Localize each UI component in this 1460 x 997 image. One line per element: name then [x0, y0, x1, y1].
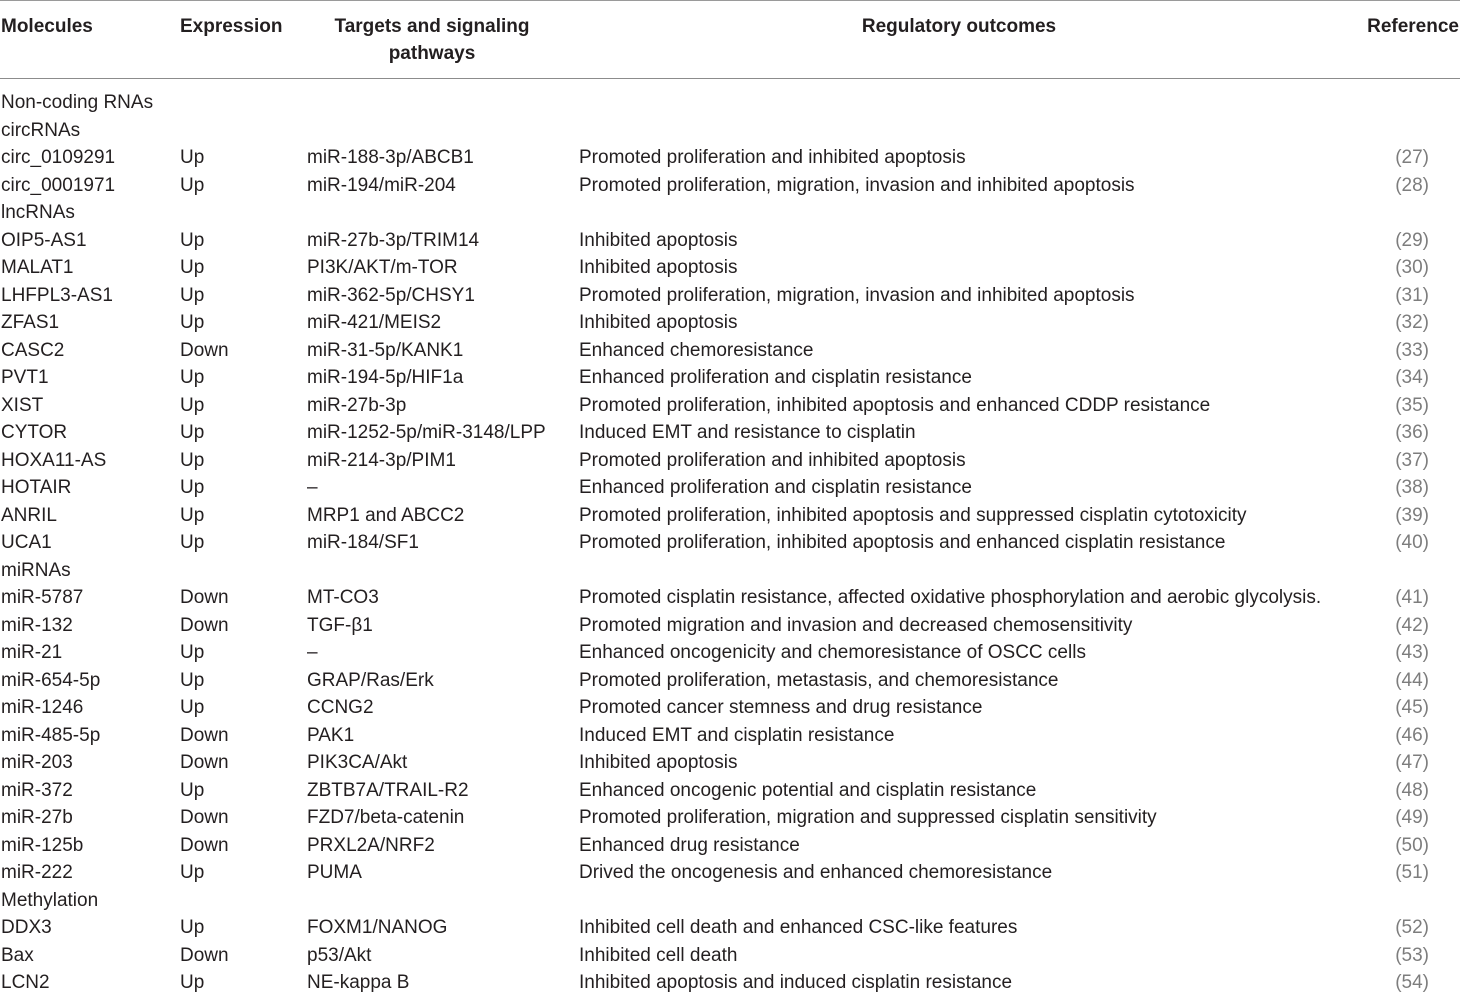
cell-expression: Up — [180, 229, 205, 251]
cell-outcome: Promoted proliferation, migration and suppressed cisplatin sensitivity — [579, 807, 1157, 828]
cell-molecule: miR-222 — [1, 862, 73, 883]
table-row — [0, 144, 1460, 172]
table-body — [0, 89, 1460, 997]
cell-molecule: LHFPL3-AS1 — [1, 284, 113, 306]
cell-expression: Up — [180, 917, 205, 938]
header-targets — [300, 13, 564, 67]
cell-reference: (43) — [1395, 642, 1429, 663]
cell-reference: (28) — [1395, 174, 1429, 196]
cell-reference: (44) — [1395, 669, 1429, 691]
header-reference: Reference — [1367, 16, 1459, 37]
table-row — [0, 832, 1460, 860]
cell-target: PAK1 — [307, 724, 355, 746]
cell-outcome: Enhanced oncogenic potential and cisplatin resistance — [579, 779, 1037, 801]
table-row — [0, 777, 1460, 805]
cell-reference: (52) — [1395, 917, 1429, 938]
cell-reference: (42) — [1395, 614, 1429, 636]
cell-molecule: miR-5787 — [1, 587, 84, 608]
cell-outcome: Enhanced oncogenicity and chemoresistance of OSCC cells — [579, 642, 1086, 663]
cell-outcome: Induced EMT and cisplatin resistance — [579, 724, 895, 746]
cell-target: MT-CO3 — [307, 587, 379, 608]
table-row — [0, 667, 1460, 695]
header-molecules: Molecules — [1, 16, 93, 37]
cell-outcome: Promoted proliferation, inhibited apoptosis and enhanced CDDP resistance — [579, 394, 1211, 416]
cell-molecule: miR-654-5p — [1, 669, 101, 691]
cell-molecule: LCN2 — [1, 972, 50, 993]
cell-outcome: Inhibited apoptosis — [579, 257, 738, 278]
cell-reference: (27) — [1395, 147, 1429, 168]
cell-target: FOXM1/NANOG — [307, 917, 448, 938]
cell-reference: (32) — [1395, 312, 1429, 333]
cell-molecule: miR-132 — [1, 614, 73, 636]
cell-expression: Up — [180, 312, 205, 333]
section-label: Non-coding RNAs — [1, 92, 154, 113]
cell-target: miR-31-5p/KANK1 — [307, 339, 464, 361]
cell-molecule: PVT1 — [1, 367, 49, 388]
cell-molecule: MALAT1 — [1, 257, 74, 278]
cell-outcome: Promoted proliferation, migration, invasion and inhibited apoptosis — [579, 284, 1135, 306]
table-row — [0, 474, 1460, 502]
section-row — [0, 117, 1460, 145]
cell-molecule: circ_0109291 — [1, 147, 116, 168]
cell-expression: Up — [180, 669, 205, 691]
cell-reference: (34) — [1395, 367, 1429, 388]
cell-reference: (31) — [1395, 284, 1429, 306]
header-expression: Expression — [180, 16, 283, 37]
cell-outcome: Inhibited apoptosis — [579, 312, 738, 333]
cell-expression: Up — [180, 284, 205, 306]
cell-outcome: Promoted proliferation, inhibited apoptosis and suppressed cisplatin cytotoxicity — [579, 504, 1247, 526]
cell-reference: (46) — [1395, 724, 1429, 746]
cell-reference: (38) — [1395, 477, 1429, 498]
cell-outcome: Inhibited cell death — [579, 944, 738, 966]
cell-reference: (47) — [1395, 752, 1429, 773]
table-row — [0, 639, 1460, 667]
cell-expression: Up — [180, 174, 205, 196]
cell-molecule: UCA1 — [1, 532, 52, 553]
cell-molecule: HOTAIR — [1, 477, 72, 498]
cell-outcome: Inhibited apoptosis — [579, 752, 738, 773]
cell-target: PIK3CA/Akt — [307, 752, 408, 773]
cell-target: FZD7/beta-catenin — [307, 807, 465, 828]
cell-target: miR-214-3p/PIM1 — [307, 449, 456, 471]
cell-molecule: miR-125b — [1, 834, 84, 856]
cell-target: TGF-β1 — [307, 614, 373, 636]
table-row — [0, 364, 1460, 392]
header-targets-line1: Targets and signaling — [334, 16, 530, 37]
table-row — [0, 612, 1460, 640]
cell-reference: (53) — [1395, 944, 1429, 966]
section-row — [0, 887, 1460, 915]
table-row — [0, 914, 1460, 942]
cell-expression: Up — [180, 147, 205, 168]
cell-expression: Up — [180, 972, 205, 993]
cell-expression: Down — [180, 807, 229, 828]
cell-reference: (41) — [1395, 587, 1429, 608]
section-row — [0, 89, 1460, 117]
cell-target: PRXL2A/NRF2 — [307, 834, 435, 856]
table-row — [0, 942, 1460, 970]
table-row — [0, 419, 1460, 447]
cell-outcome: Promoted proliferation, inhibited apoptosis and enhanced cisplatin resistance — [579, 532, 1226, 553]
cell-expression: Up — [180, 779, 205, 801]
cell-outcome: Promoted cisplatin resistance, affected oxidative phosphorylation and aerobic glycolysis. — [579, 587, 1322, 608]
cell-reference: (33) — [1395, 339, 1429, 361]
cell-outcome: Drived the oncogenesis and enhanced chemoresistance — [579, 862, 1053, 883]
cell-target: miR-27b-3p/TRIM14 — [307, 229, 480, 251]
cell-target: PUMA — [307, 862, 362, 883]
table-row — [0, 804, 1460, 832]
cell-molecule: CASC2 — [1, 339, 65, 361]
section-label: lncRNAs — [1, 202, 75, 223]
cell-expression: Up — [180, 422, 205, 443]
table-row — [0, 309, 1460, 337]
cell-target: – — [307, 477, 318, 498]
cell-target: miR-194-5p/HIF1a — [307, 367, 464, 388]
cell-molecule: HOXA11-AS — [1, 449, 107, 471]
cell-outcome: Enhanced drug resistance — [579, 834, 800, 856]
cell-target: miR-194/miR-204 — [307, 174, 456, 196]
table-row — [0, 529, 1460, 557]
section-row — [0, 557, 1460, 585]
cell-molecule: miR-372 — [1, 779, 73, 801]
cell-reference: (45) — [1395, 697, 1429, 718]
cell-expression: Down — [180, 724, 229, 746]
cell-outcome: Promoted proliferation, migration, invasion and inhibited apoptosis — [579, 174, 1135, 196]
cell-molecule: OIP5-AS1 — [1, 229, 87, 251]
cell-molecule: circ_0001971 — [1, 174, 116, 196]
cell-reference: (48) — [1395, 779, 1429, 801]
cell-target: CCNG2 — [307, 697, 374, 718]
cell-expression: Up — [180, 394, 205, 416]
cell-reference: (40) — [1395, 532, 1429, 553]
table-row — [0, 749, 1460, 777]
cell-expression: Up — [180, 697, 205, 718]
cell-reference: (50) — [1395, 834, 1429, 856]
table-row — [0, 254, 1460, 282]
cell-expression: Up — [180, 367, 205, 388]
table-row — [0, 172, 1460, 200]
cell-target: miR-421/MEIS2 — [307, 312, 442, 333]
cell-molecule: ZFAS1 — [1, 312, 60, 333]
cell-expression: Down — [180, 834, 229, 856]
cell-expression: Up — [180, 449, 205, 471]
cell-expression: Up — [180, 532, 205, 553]
table-row — [0, 859, 1460, 887]
cell-expression: Down — [180, 614, 229, 636]
header-outcomes: Regulatory outcomes — [861, 16, 1057, 37]
cell-molecule: CYTOR — [1, 422, 68, 443]
section-label: circRNAs — [1, 119, 81, 141]
cell-outcome: Enhanced proliferation and cisplatin resistance — [579, 477, 972, 498]
cell-expression: Up — [180, 257, 205, 278]
cell-target: miR-188-3p/ABCB1 — [307, 147, 474, 168]
cell-reference: (49) — [1395, 807, 1429, 828]
table-row — [0, 969, 1460, 997]
table-row — [0, 227, 1460, 255]
cell-outcome: Inhibited apoptosis and induced cisplatin resistance — [579, 972, 1013, 993]
cell-molecule: miR-203 — [1, 752, 73, 773]
cell-outcome: Promoted cancer stemness and drug resistance — [579, 697, 983, 718]
cell-molecule: miR-27b — [1, 807, 73, 828]
cell-reference: (54) — [1395, 972, 1429, 993]
cell-target: miR-362-5p/CHSY1 — [307, 284, 475, 306]
cell-molecule: Bax — [1, 944, 34, 966]
cell-expression: Up — [180, 862, 205, 883]
table-row — [0, 282, 1460, 310]
table-row — [0, 502, 1460, 530]
cell-expression: Up — [180, 477, 205, 498]
cell-molecule: miR-21 — [1, 642, 63, 663]
cell-target: miR-184/SF1 — [307, 532, 419, 553]
cell-expression: Down — [180, 944, 229, 966]
section-row — [0, 199, 1460, 227]
cell-molecule: XIST — [1, 394, 44, 416]
header-targets-line2: pathways — [388, 43, 476, 64]
table-row — [0, 337, 1460, 365]
cell-outcome: Promoted migration and invasion and decreased chemosensitivity — [579, 614, 1133, 636]
cell-outcome: Inhibited cell death and enhanced CSC-like features — [579, 917, 1018, 938]
cell-target: MRP1 and ABCC2 — [307, 504, 465, 526]
cell-molecule: DDX3 — [1, 917, 52, 938]
cell-expression: Up — [180, 504, 205, 526]
cell-target: NE-kappa B — [307, 972, 410, 993]
cell-target: miR-27b-3p — [307, 394, 407, 416]
cell-reference: (37) — [1395, 449, 1429, 471]
cell-target: ZBTB7A/TRAIL-R2 — [307, 779, 469, 801]
section-label: miRNAs — [1, 559, 71, 581]
cell-outcome: Promoted proliferation, metastasis, and chemoresistance — [579, 669, 1059, 691]
table-row — [0, 392, 1460, 420]
cell-reference: (36) — [1395, 422, 1429, 443]
cell-target: p53/Akt — [307, 944, 372, 966]
table-row — [0, 694, 1460, 722]
table-row — [0, 447, 1460, 475]
cell-reference: (30) — [1395, 257, 1429, 278]
cell-target: – — [307, 642, 318, 663]
cell-outcome: Promoted proliferation and inhibited apoptosis — [579, 449, 966, 471]
cell-target: miR-1252-5p/miR-3148/LPP — [307, 422, 546, 443]
cell-outcome: Enhanced proliferation and cisplatin resistance — [579, 367, 972, 388]
cell-outcome: Inhibited apoptosis — [579, 229, 738, 251]
cell-molecule: ANRIL — [1, 504, 57, 526]
cell-target: GRAP/Ras/Erk — [307, 669, 434, 691]
cell-reference: (29) — [1395, 229, 1429, 251]
cell-expression: Down — [180, 587, 229, 608]
cell-reference: (39) — [1395, 504, 1429, 526]
cell-molecule: miR-1246 — [1, 697, 84, 718]
section-label: Methylation — [1, 889, 99, 911]
cell-expression: Up — [180, 642, 205, 663]
cell-target: PI3K/AKT/m-TOR — [307, 257, 458, 278]
table-row — [0, 722, 1460, 750]
table-row — [0, 584, 1460, 612]
cell-expression: Down — [180, 752, 229, 773]
cell-outcome: Induced EMT and resistance to cisplatin — [579, 422, 916, 443]
cell-reference: (51) — [1395, 862, 1429, 883]
cell-molecule: miR-485-5p — [1, 724, 101, 746]
table-header — [0, 0, 1460, 79]
cell-reference: (35) — [1395, 394, 1429, 416]
cell-outcome: Promoted proliferation and inhibited apoptosis — [579, 147, 966, 168]
cell-outcome: Enhanced chemoresistance — [579, 339, 814, 361]
cell-expression: Down — [180, 339, 229, 361]
